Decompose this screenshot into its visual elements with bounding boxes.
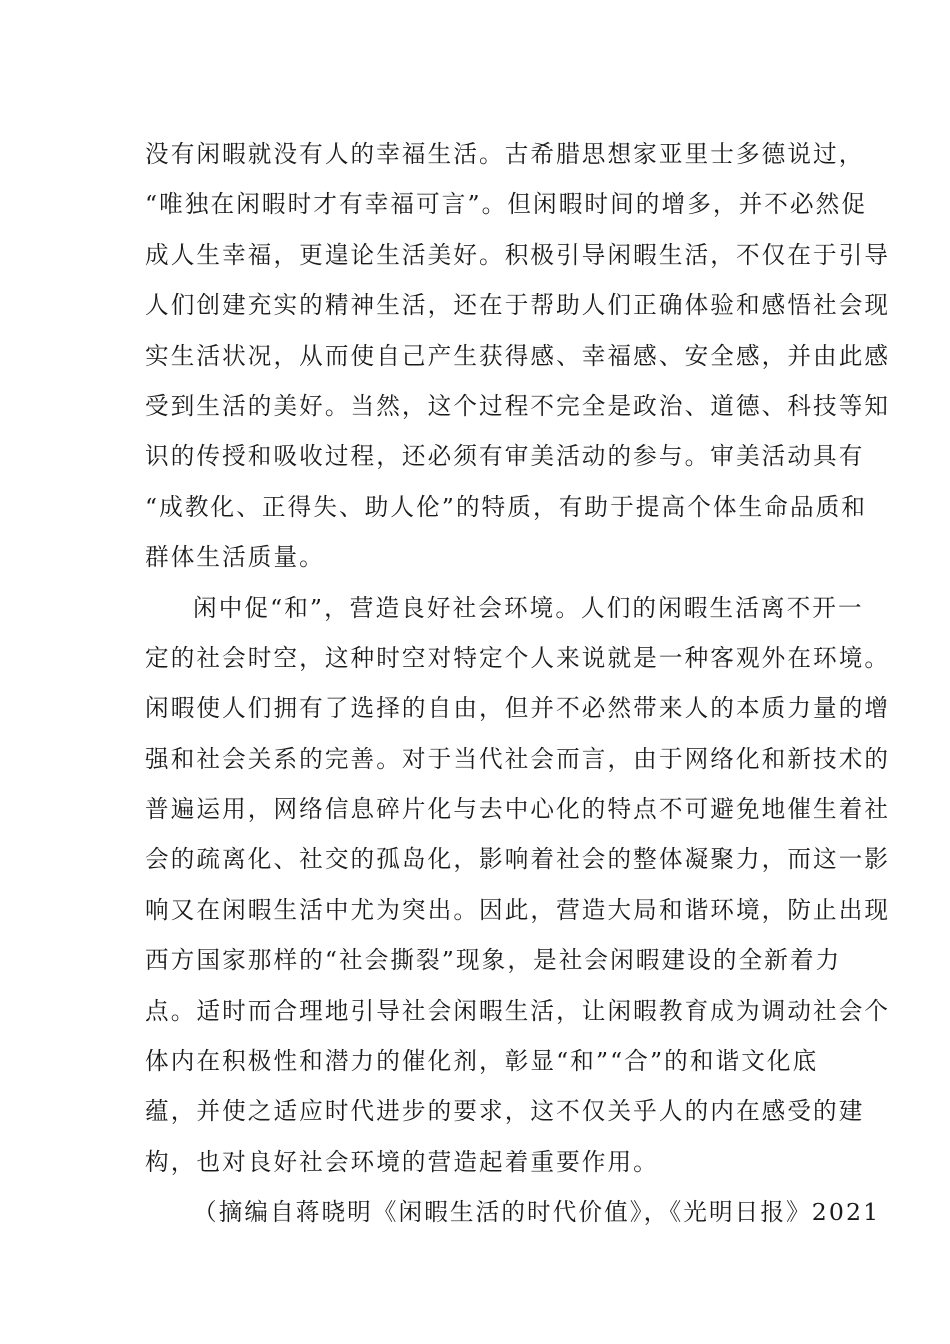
- source-citation: [145, 1187, 881, 1237]
- text-line: 点。适时而合理地引导社会闲暇生活，让闲暇教育成为调动社会个: [145, 996, 891, 1025]
- text-line: 构，也对良好社会环境的营造起着重要作用。: [145, 1147, 659, 1176]
- text-line: 闲暇使人们拥有了选择的自由，但并不必然带来人的本质力量的增: [145, 694, 891, 723]
- text-line: 蕴，并使之适应时代进步的要求，这不仅关乎人的内在感受的建: [145, 1097, 865, 1126]
- text-line: 西方国家那样的“社会撕裂”现象，是社会闲暇建设的全新着力: [145, 946, 842, 975]
- text-line: 强和社会关系的完善。对于当代社会而言，由于网络化和新技术的: [145, 744, 891, 773]
- text-line: 人们创建充实的精神生活，还在于帮助人们正确体验和感悟社会现: [145, 291, 891, 320]
- text-line: 没有闲暇就没有人的幸福生活。古希腊思想家亚里士多德说过，: [145, 140, 865, 168]
- text-line: 会的疏离化、社交的孤岛化，影响着社会的整体凝聚力，而这一影: [145, 845, 891, 874]
- text-line: 定的社会时空，这种时空对特定个人来说就是一种客观外在环境。: [145, 643, 891, 672]
- text-line: 体内在积极性和潜力的催化剂，彰显“和”“合”的和谐文化底: [145, 1047, 819, 1076]
- text-line: 响又在闲暇生活中尤为突出。因此，营造大局和谐环境，防止出现: [145, 895, 891, 924]
- article-body: [145, 129, 891, 1238]
- text-line: 成人生幸福，更遑论生活美好。积极引导闲暇生活，不仅在于引导: [145, 240, 891, 269]
- paragraph-1: [145, 129, 891, 583]
- text-line: 实生活状况，从而使自己产生获得感、幸福感、安全感，并由此感: [145, 341, 891, 370]
- text-line: 群体生活质量。: [145, 543, 325, 572]
- text-line: 闲中促“和”，营造良好社会环境。人们的闲暇生活离不开一: [193, 593, 864, 622]
- text-line: 受到生活的美好。当然，这个过程不完全是政治、道德、科技等知: [145, 391, 891, 420]
- text-line: 普遍运用，网络信息碎片化与去中心化的特点不可避免地催生着社: [145, 795, 891, 824]
- text-line: 识的传授和吸收过程，还必须有审美活动的参与。审美活动具有: [145, 442, 865, 471]
- text-line: “成教化、正得失、助人伦”的特质，有助于提高个体生命品质和: [145, 492, 868, 521]
- paragraph-2: [145, 583, 891, 1188]
- source-line: （摘编自蒋晓明《闲暇生活的时代价值》，《光明日报》2021: [193, 1198, 881, 1227]
- text-line: “唯独在闲暇时才有幸福可言”。但闲暇时间的增多，并不必然促: [145, 190, 868, 219]
